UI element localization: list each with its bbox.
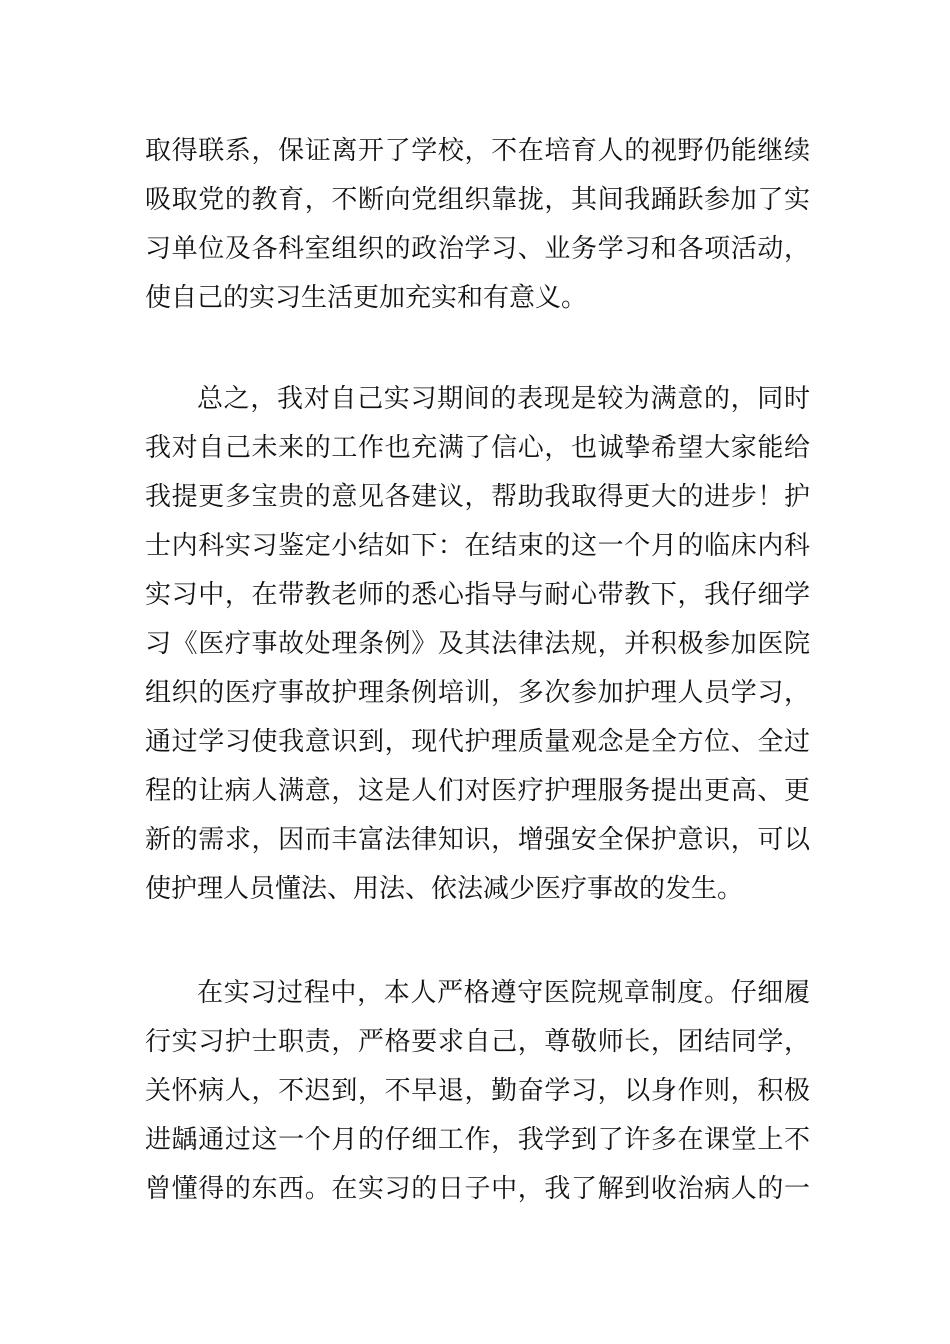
paragraph-3 [145, 969, 810, 1214]
paragraph-line: 关怀病人，不迟到，不早退，勤奋学习，以身作则，积极 [145, 1076, 810, 1106]
paragraph-line: 使护理人员懂法、用法、依法减少医疗事故的发生。 [145, 874, 744, 904]
paragraph-line: 进龋通过这一个月的仔细工作，我学到了许多在课堂上不 [145, 1125, 810, 1155]
paragraph-line: 在实习过程中，本人严格遵守医院规章制度。仔细履 [197, 978, 810, 1008]
paragraph-1 [145, 127, 810, 323]
paragraph-line: 程的让病人满意，这是人们对医疗护理服务提出更高、更 [145, 776, 810, 806]
paragraph-line: 使自己的实习生活更加充实和有意义。 [145, 283, 588, 313]
paragraph-line: 取得联系，保证离开了学校，不在培育人的视野仍能继续 [145, 136, 810, 166]
paragraph-line: 士内科实习鉴定小结如下：在结束的这一个月的临床内科 [145, 531, 810, 561]
paragraph-line: 习单位及各科室组织的政治学习、业务学习和各项活动， [145, 234, 810, 264]
paragraph-line: 通过学习使我意识到，现代护理质量观念是全方位、全过 [145, 727, 810, 757]
paragraph-line: 组织的医疗事故护理条例培训，多次参加护理人员学习， [145, 678, 810, 708]
paragraph-line: 我提更多宝贵的意见各建议，帮助我取得更大的进步！护 [145, 482, 810, 512]
paragraph-line: 新的需求，因而丰富法律知识，增强安全保护意识，可以 [145, 825, 810, 855]
paragraph-line: 总之，我对自己实习期间的表现是较为满意的，同时 [197, 384, 810, 414]
paragraph-line: 实习中，在带教老师的悉心指导与耐心带教下，我仔细学 [145, 580, 810, 610]
paragraph-line: 我对自己未来的工作也充满了信心，也诚挚希望大家能给 [145, 433, 810, 463]
paragraph-2 [145, 375, 810, 914]
paragraph-line: 行实习护士职责，严格要求自己，尊敬师长，团结同学， [145, 1027, 810, 1057]
paragraph-line: 曾懂得的东西。在实习的日子中，我了解到收治病人的一 [145, 1174, 810, 1204]
paragraph-line: 习《医疗事故处理条例》及其法律法规，并积极参加医院 [145, 629, 810, 659]
paragraph-line: 吸取党的教育，不断向党组织靠拢，其间我踊跃参加了实 [145, 185, 810, 215]
